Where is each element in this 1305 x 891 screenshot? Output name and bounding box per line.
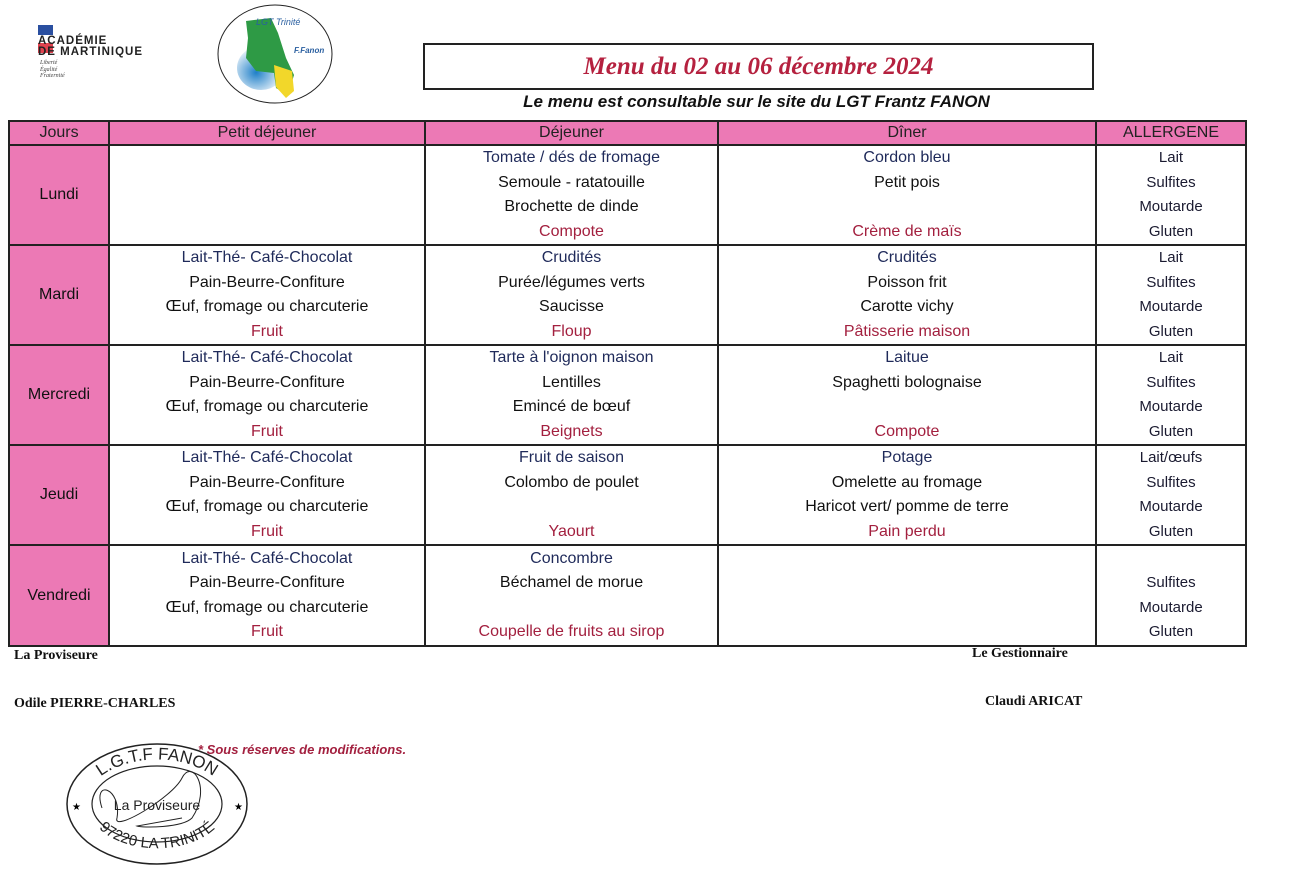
menu-item: Pain-Beurre-Confiture <box>189 273 345 291</box>
logo-text: LGT Trinité <box>256 17 301 27</box>
menu-item <box>110 146 424 171</box>
menu-item: Sulfites <box>1146 473 1196 491</box>
menu-item: Béchamel de morue <box>499 574 644 591</box>
table-row <box>9 445 1246 545</box>
menu-item: Lait <box>1158 249 1184 266</box>
day-cell: Lundi <box>9 145 109 245</box>
breakfast-cell <box>109 545 425 646</box>
menu-item <box>719 620 1095 645</box>
svg-text:L.G.T.F FANON: L.G.T.F FANON <box>92 744 222 780</box>
allergens-cell <box>1096 545 1246 646</box>
day-cell: Jeudi <box>9 445 109 545</box>
motto-line: Liberté <box>40 60 58 66</box>
dinner-cell <box>718 145 1096 245</box>
menu-item: Tomate / dés de fromage <box>483 149 660 166</box>
dinner-cell <box>718 345 1096 445</box>
dinner-cell <box>718 445 1096 545</box>
menu-item: Lait <box>1158 149 1184 166</box>
menu-item: Pain-Beurre-Confiture <box>189 574 345 591</box>
menu-item: Emincé de bœuf <box>512 398 631 415</box>
menu-item <box>110 195 424 220</box>
menu-item: Moutarde <box>1139 198 1203 215</box>
menu-item: Fruit <box>251 322 283 340</box>
day-cell: Vendredi <box>9 545 109 646</box>
menu-item: Sulfites <box>1146 273 1196 291</box>
menu-item: Sulfites <box>1146 373 1196 391</box>
table-row <box>9 245 1246 345</box>
menu-item: Omelette au fromage <box>831 473 983 491</box>
menu-item: Gluten <box>1148 623 1194 640</box>
menu-item: Purée/légumes verts <box>498 273 645 291</box>
svg-text:La Proviseure: La Proviseure <box>113 797 201 813</box>
menu-item <box>719 395 1095 420</box>
menu-item: Gluten <box>1148 222 1194 240</box>
menu-item: Lentilles <box>542 373 601 391</box>
column-header: Petit déjeuner <box>109 121 425 145</box>
right-name: Claudi ARICAT <box>985 694 1083 709</box>
lunch-cell <box>425 245 718 345</box>
menu-item: Gluten <box>1148 522 1194 540</box>
menu-item: Gluten <box>1148 322 1194 340</box>
menu-item: Fruit <box>251 522 283 540</box>
menu-item: Semoule - ratatouille <box>498 173 645 191</box>
breakfast-cell <box>109 145 425 245</box>
allergens-cell <box>1096 245 1246 345</box>
official-stamp <box>62 738 252 868</box>
svg-text:★: ★ <box>234 802 243 813</box>
column-header: Dîner <box>718 121 1096 145</box>
menu-item <box>1097 547 1245 572</box>
table-row <box>9 145 1246 245</box>
menu-item: Lait-Thé- Café-Chocolat <box>181 249 353 266</box>
menu-item: Œuf, fromage ou charcuterie <box>165 598 369 616</box>
menu-item: Concombre <box>530 549 613 567</box>
menu-item: Moutarde <box>1139 398 1203 415</box>
breakfast-cell <box>109 445 425 545</box>
menu-item: Crudités <box>877 249 937 266</box>
menu-item: Lait-Thé- Café-Chocolat <box>181 549 353 567</box>
svg-text:★: ★ <box>72 802 81 813</box>
menu-item: Pain-Beurre-Confiture <box>189 373 345 391</box>
day-cell: Mardi <box>9 245 109 345</box>
menu-item: Poisson frit <box>867 273 947 291</box>
page-title: Menu du 02 au 06 décembre 2024 <box>583 52 934 80</box>
left-name: Odile PIERRE-CHARLES <box>14 696 176 711</box>
motto-line: Fraternité <box>40 73 65 79</box>
menu-item: Sulfites <box>1146 173 1196 191</box>
day-cell: Mercredi <box>9 345 109 445</box>
menu-item: Pâtisserie maison <box>843 322 971 340</box>
menu-item <box>719 596 1095 621</box>
lunch-cell <box>425 145 718 245</box>
menu-item: Fruit <box>251 623 283 640</box>
menu-item <box>426 596 717 621</box>
menu-item: Lait/œufs <box>1139 449 1203 466</box>
menu-item <box>426 495 717 520</box>
allergens-cell <box>1096 445 1246 545</box>
breakfast-cell <box>109 345 425 445</box>
dinner-cell <box>718 545 1096 646</box>
menu-item: Œuf, fromage ou charcuterie <box>165 398 369 415</box>
menu-item: Moutarde <box>1139 498 1203 515</box>
menu-item: Haricot vert/ pomme de terre <box>805 498 1009 515</box>
menu-item: Fruit de saison <box>519 449 624 466</box>
academy-name: ACADÉMIE DE MARTINIQUE <box>38 35 143 58</box>
menu-item: Gluten <box>1148 422 1194 440</box>
motto-line: Égalité <box>40 66 58 73</box>
menu-item: Pain perdu <box>868 522 946 540</box>
logo-text: F.Fanon <box>294 46 325 55</box>
svg-text:97220 LA TRINITÉ: 97220 LA TRINITÉ <box>96 818 218 853</box>
title-box <box>423 43 1094 90</box>
menu-item: Lait-Thé- Café-Chocolat <box>181 349 353 366</box>
menu-item: Moutarde <box>1139 298 1203 315</box>
left-role: La Proviseure <box>14 648 98 663</box>
breakfast-cell <box>109 245 425 345</box>
allergens-cell <box>1096 345 1246 445</box>
menu-item: Petit pois <box>874 173 940 191</box>
right-role: Le Gestionnaire <box>972 646 1068 661</box>
menu-item: Yaourt <box>548 522 595 540</box>
lunch-cell <box>425 545 718 646</box>
menu-item: Beignets <box>540 422 603 440</box>
lunch-cell <box>425 445 718 545</box>
menu-item <box>110 220 424 245</box>
menu-item: Potage <box>881 449 933 466</box>
menu-item: Crème de maïs <box>852 222 962 240</box>
menu-item: Tarte à l'oignon maison <box>489 349 654 366</box>
column-header: Déjeuner <box>425 121 718 145</box>
menu-item: Brochette de dinde <box>504 198 639 215</box>
menu-item: Compote <box>874 422 940 440</box>
republic-flag-logo <box>38 22 80 33</box>
menu-item: Laitue <box>885 349 929 366</box>
disclaimer-note: * Sous réserves de modifications. <box>198 742 407 757</box>
menu-item: Lait <box>1158 349 1184 366</box>
menu-item: Floup <box>551 322 592 340</box>
menu-item: Pain-Beurre-Confiture <box>189 473 345 491</box>
table-row <box>9 545 1246 646</box>
menu-table <box>8 120 1247 647</box>
column-header: ALLERGENE <box>1096 121 1246 145</box>
menu-item: Œuf, fromage ou charcuterie <box>165 298 369 315</box>
lunch-cell <box>425 345 718 445</box>
dinner-cell <box>718 245 1096 345</box>
menu-item: Fruit <box>251 422 283 440</box>
menu-item: Œuf, fromage ou charcuterie <box>165 498 369 515</box>
motto <box>40 60 65 80</box>
menu-item: Moutarde <box>1139 598 1203 616</box>
menu-item: Compote <box>539 222 604 240</box>
menu-item: Crudités <box>541 249 602 266</box>
allergens-cell <box>1096 145 1246 245</box>
menu-item <box>719 547 1095 572</box>
menu-item: Colombo de poulet <box>504 473 639 491</box>
menu-item <box>719 195 1095 220</box>
menu-item <box>110 171 424 196</box>
menu-item <box>719 571 1095 596</box>
school-logo <box>216 3 334 105</box>
menu-item: Carotte vichy <box>860 298 954 315</box>
menu-item: Lait-Thé- Café-Chocolat <box>181 449 353 466</box>
table-header <box>9 121 1246 145</box>
column-header: Jours <box>9 121 109 145</box>
menu-item: Coupelle de fruits au sirop <box>478 623 665 640</box>
subtitle: Le menu est consultable sur le site du LGT Frantz FANON <box>523 92 990 111</box>
menu-item: Saucisse <box>539 298 604 315</box>
table-row <box>9 345 1246 445</box>
menu-item: Spaghetti bolognaise <box>832 373 982 391</box>
menu-item: Sulfites <box>1146 574 1196 591</box>
menu-item: Cordon bleu <box>863 149 951 166</box>
